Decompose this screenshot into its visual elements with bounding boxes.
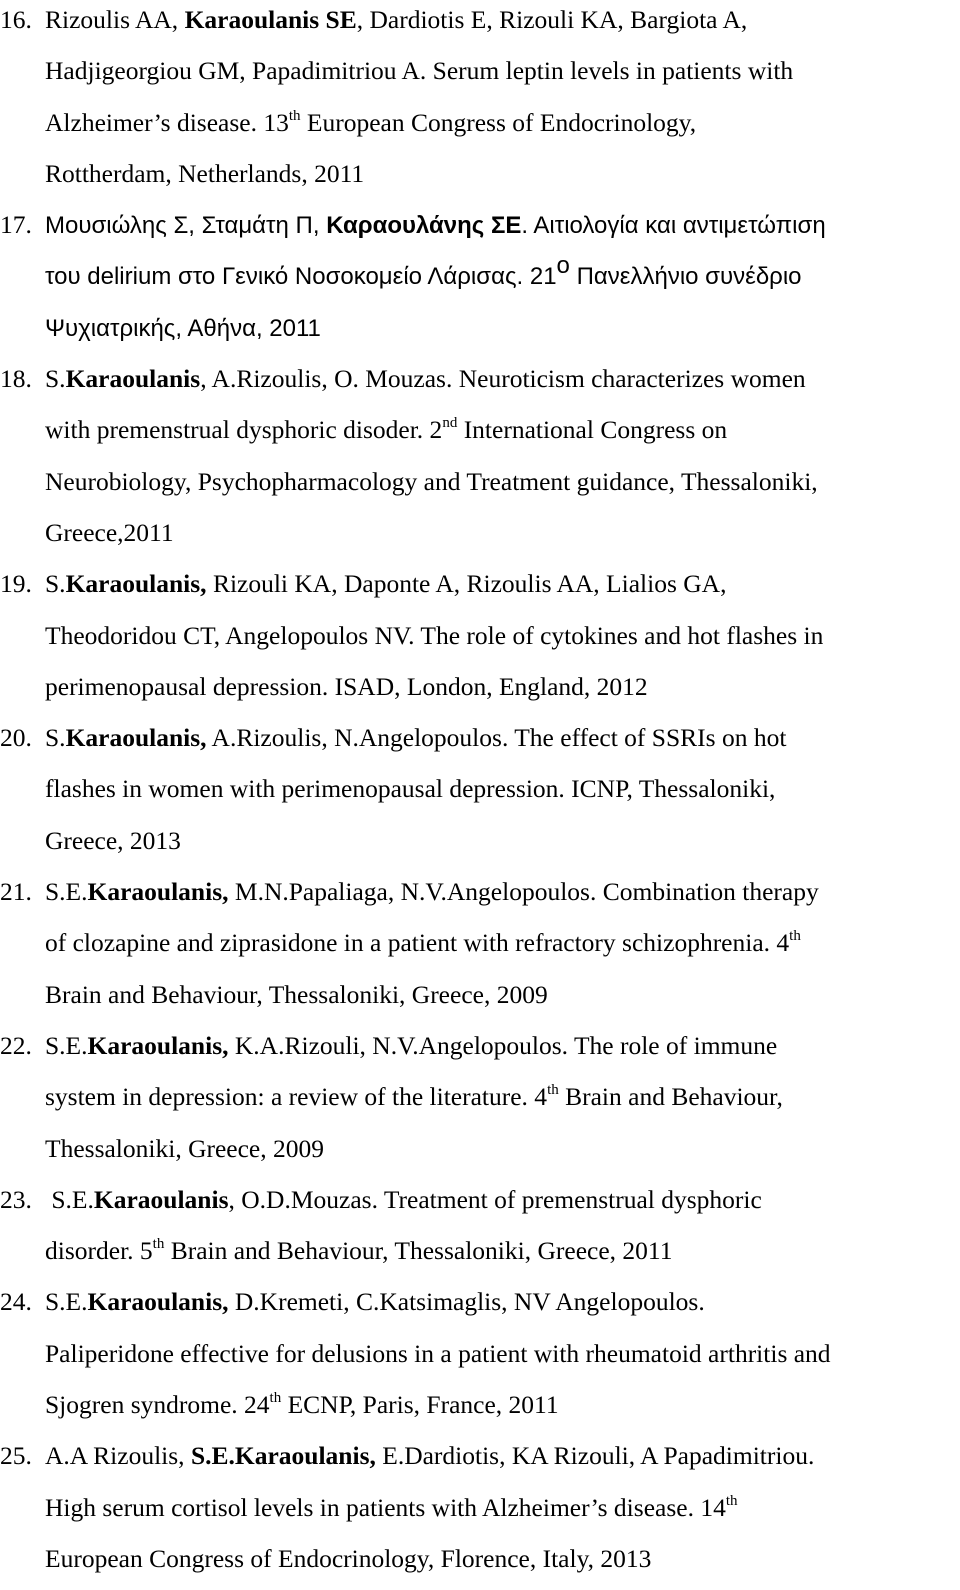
entry-line xyxy=(0,1385,960,1436)
text: Thessaloniki, Greece, 2009 xyxy=(45,1133,324,1163)
author-highlight: S.E.Karaoulanis, xyxy=(190,1441,376,1471)
text: Ψυχιατρικής, Αθήνα, 2011 xyxy=(45,314,321,342)
text: M.N.Papaliaga, N.V.Angelopoulos. Combination therapy xyxy=(228,877,819,907)
text: Sjogren syndrome. 24 xyxy=(45,1390,270,1420)
text: , A.Rizoulis, O. Mouzas. Neuroticism characterizes women xyxy=(200,364,806,394)
list-item-23 xyxy=(0,1180,960,1283)
author-highlight: Karaoulanis, xyxy=(87,877,229,907)
text: K.A.Rizouli, N.V.Angelopoulos. The role of immune xyxy=(228,1030,778,1060)
text: S. xyxy=(45,364,66,394)
entry-line xyxy=(0,51,960,102)
text: E.Dardiotis, KA Rizouli, A Papadimitriou. xyxy=(375,1441,815,1471)
entry-line xyxy=(0,410,960,461)
text: S. xyxy=(45,569,66,599)
text: with premenstrual dysphoric disoder. 2 xyxy=(45,415,443,445)
text: S.E. xyxy=(45,1030,88,1060)
text: Brain and Behaviour, Thessaloniki, Greece, 2011 xyxy=(164,1236,673,1266)
text: . Αιτιολογία και αντιμετώπιση xyxy=(521,212,826,240)
entry-line xyxy=(0,1180,960,1231)
entry-line xyxy=(0,667,960,718)
entry-number: 18. xyxy=(0,364,32,394)
author-highlight: Karaoulanis SE xyxy=(184,5,357,34)
list-item-24 xyxy=(0,1282,960,1436)
text: ECNP, Paris, France, 2011 xyxy=(281,1390,559,1420)
entry-line xyxy=(0,872,960,923)
superscript: th xyxy=(547,1082,559,1099)
entry-line xyxy=(0,252,960,307)
entry-line xyxy=(0,359,960,410)
text: S.E. xyxy=(45,1184,94,1214)
text: Rizouli KA, Daponte A, Rizoulis AA, Lialios GA, xyxy=(206,569,727,599)
entry-line xyxy=(0,1282,960,1333)
text: Greece, 2013 xyxy=(45,825,181,855)
list-item-21 xyxy=(0,872,960,1026)
entry-line xyxy=(0,769,960,820)
author-highlight: Karaoulanis, xyxy=(87,1287,229,1317)
text: Paliperidone effective for delusions in a patient with rheumatoid arthritis and xyxy=(45,1338,831,1368)
text: Brain and Behaviour, xyxy=(558,1082,783,1112)
author-highlight: Karaoulanis xyxy=(93,1184,229,1214)
entry-line xyxy=(0,1077,960,1128)
list-item-22 xyxy=(0,1026,960,1180)
entry-line xyxy=(0,923,960,974)
entry-line xyxy=(0,1539,960,1590)
text: European Congress of Endocrinology, xyxy=(300,107,697,137)
superscript: th xyxy=(152,1236,165,1253)
entry-line xyxy=(0,1334,960,1385)
text: S.E. xyxy=(45,1287,88,1317)
entry-number: 22. xyxy=(0,1030,32,1060)
entry-line xyxy=(0,975,960,1026)
text: Neurobiology, Psychopharmacology and Treatment guidance, Thessaloniki, xyxy=(45,466,818,496)
text: European Congress of Endocrinology, Florence, Italy, 2013 xyxy=(45,1543,652,1573)
text: disorder. 5 xyxy=(45,1236,153,1266)
entry-line xyxy=(0,821,960,872)
entry-line xyxy=(0,0,960,51)
superscript: th xyxy=(288,107,301,124)
entry-line xyxy=(0,1231,960,1282)
list-item-18 xyxy=(0,359,960,564)
entry-line xyxy=(0,513,960,564)
list-item-19 xyxy=(0,564,960,718)
entry-line xyxy=(0,308,960,359)
text: , O.D.Mouzas. Treatment of premenstrual dysphoric xyxy=(228,1184,762,1214)
author-highlight: Καραουλάνης ΣΕ xyxy=(326,212,522,240)
list-item-25 xyxy=(0,1436,960,1590)
entry-line xyxy=(0,616,960,667)
entry-number: 23. xyxy=(0,1184,32,1214)
entry-number: 16. xyxy=(0,5,32,34)
list-item-20 xyxy=(0,718,960,872)
entry-line xyxy=(0,718,960,769)
entry-line xyxy=(0,103,960,154)
text: Rizoulis AA, xyxy=(45,5,185,34)
entry-number: 20. xyxy=(0,723,32,753)
text: S.E. xyxy=(45,877,88,907)
entry-line xyxy=(0,1436,960,1487)
text: A.A Rizoulis, xyxy=(45,1441,191,1471)
entry-number: 21. xyxy=(0,877,32,907)
text: Brain and Behaviour, Thessaloniki, Greece, 2009 xyxy=(45,979,548,1009)
superscript: ο xyxy=(556,252,570,280)
entry-line xyxy=(0,154,960,205)
superscript: nd xyxy=(442,415,458,432)
entry-number: 24. xyxy=(0,1287,32,1317)
text: S. xyxy=(45,723,66,753)
superscript: th xyxy=(269,1390,282,1407)
text: Greece,2011 xyxy=(45,517,174,547)
text: High serum cortisol levels in patients with Alzheimer’s disease. 14 xyxy=(45,1492,726,1522)
entry-line xyxy=(0,462,960,513)
entry-number: 25. xyxy=(0,1441,32,1471)
text: of clozapine and ziprasidone in a patient with refractory schizophrenia. 4 xyxy=(45,928,790,958)
text: , Dardiotis E, Rizouli KA, Bargiota A, xyxy=(356,5,748,34)
entry-line xyxy=(0,1129,960,1180)
author-highlight: Karaoulanis, xyxy=(65,723,207,753)
text: Alzheimer’s disease. 13 xyxy=(45,107,289,137)
text: International Congress on xyxy=(457,415,728,445)
author-highlight: Karaoulanis xyxy=(65,364,201,394)
text: system in depression: a review of the literature. 4 xyxy=(45,1082,548,1112)
text: Theodoridou CT, Angelopoulos NV. The role of cytokines and hot flashes in xyxy=(45,620,824,650)
entry-line xyxy=(0,1488,960,1539)
entry-line xyxy=(0,1026,960,1077)
text: Rottherdam, Netherlands, 2011 xyxy=(45,158,365,188)
text: perimenopausal depression. ISAD, London, England, 2012 xyxy=(45,671,648,701)
text: A.Rizoulis, N.Angelopoulos. The effect of SSRIs on hot xyxy=(206,723,787,753)
superscript: th xyxy=(725,1492,738,1509)
entry-line xyxy=(0,205,960,256)
entry-line xyxy=(0,564,960,615)
text: D.Kremeti, C.Katsimaglis, NV Angelopoulos. xyxy=(228,1287,705,1317)
author-highlight: Karaoulanis, xyxy=(87,1030,229,1060)
text: Πανελλήνιο συνέδριο xyxy=(569,263,802,291)
text: του delirium στο Γενικό Νοσοκομείο Λάρισας. 21 xyxy=(45,263,557,291)
entry-number: 19. xyxy=(0,569,32,599)
list-item-16 xyxy=(0,0,960,205)
text: Hadjigeorgiou GM, Papadimitriou A. Serum leptin levels in patients with xyxy=(45,56,794,86)
text: flashes in women with perimenopausal depression. ICNP, Thessaloniki, xyxy=(45,774,776,804)
text: Μουσιώλης Σ, Σταμάτη Π, xyxy=(45,212,327,240)
entry-number: 17. xyxy=(0,210,32,240)
list-item-17 xyxy=(0,205,960,359)
author-highlight: Karaoulanis, xyxy=(65,569,207,599)
superscript: th xyxy=(789,928,801,945)
